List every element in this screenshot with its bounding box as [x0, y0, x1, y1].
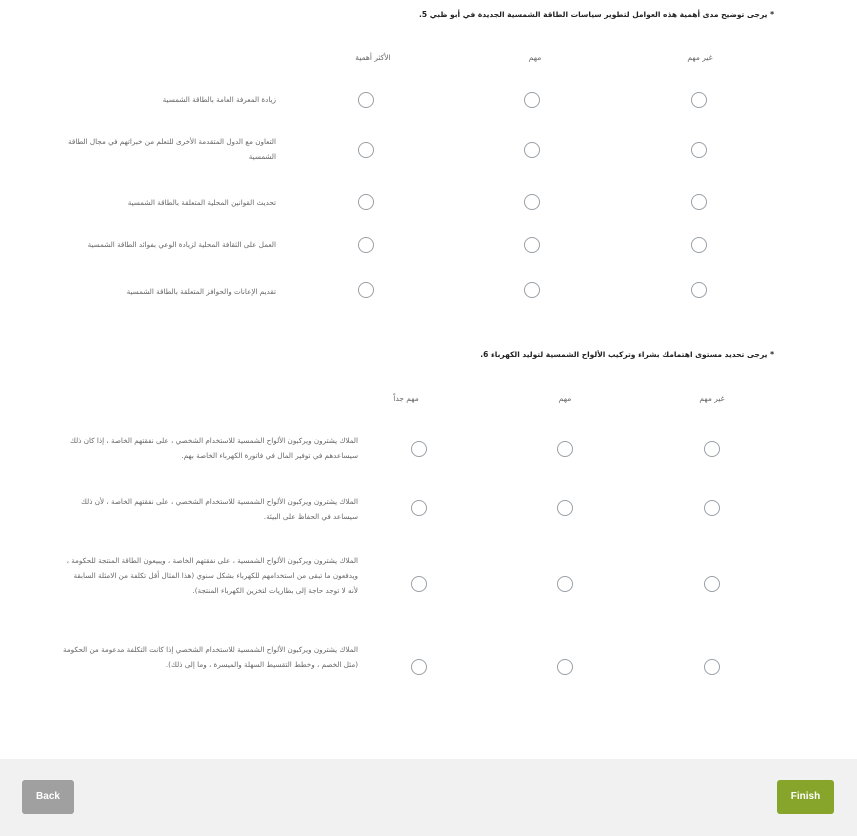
q6-row3-radio-not-important[interactable] [704, 576, 720, 592]
q5-row-label: العمل على الثقافة المحلية لزيادة الوعي بفوائد الطاقة الشمسية [87, 240, 276, 249]
q6-row3-radio-very-important[interactable] [411, 576, 427, 592]
footer-bar [0, 759, 857, 836]
q6-row2-radio-not-important[interactable] [704, 500, 720, 516]
q6-row-label: الملاك يشترون ويركبون الألواح الشمسية للاستخدام الشخصي ، على نفقتهم الخاصة ، إذا كان ذلك سيساعدهم في توفير المال في فاتورة الكهرباء الخاصة بهم. [69, 436, 358, 460]
question-5-text: يرجى توضيح مدى أهمية هذه العوامل لتطوير سياسات الطاقة الشمسية الجديدة في أبو ظبي [429, 10, 768, 19]
q5-row-label: التعاون مع الدول المتقدمة الأخرى للتعلم من خبراتهم في مجال الطاقة الشمسية [68, 137, 276, 161]
q6-row1-radio-not-important[interactable] [704, 441, 720, 457]
q5-row4-radio-not-important[interactable] [691, 237, 707, 253]
q6-row3-radio-important[interactable] [557, 576, 573, 592]
q5-row2-radio-most-important[interactable] [358, 142, 374, 158]
q5-col-not-important: غير مهم [687, 53, 713, 62]
q5-row5-radio-important[interactable] [524, 282, 540, 298]
q6-row4-radio-not-important[interactable] [704, 659, 720, 675]
q6-row2-radio-very-important[interactable] [411, 500, 427, 516]
q5-row4-radio-most-important[interactable] [358, 237, 374, 253]
q5-row4-radio-important[interactable] [524, 237, 540, 253]
q6-row-label: الملاك يشترون ويركبون الألواح الشمسية للاستخدام الشخصي ، على نفقتهم الخاصة ، لأن ذلك سيساعد في الحفاظ على البيئة. [80, 497, 358, 521]
required-star: * [770, 350, 774, 359]
q6-row-label: الملاك يشترون ويركبون الألواح الشمسية ، على نفقتهم الخاصة ، ويبيعون الطاقة المنتجة للحكومة ، ويدفعون ما تبقى من استخدامهم للكهرباء بشكل سنوي (هذا المثال أقل تكلفة من الامثلة السابقة لأنه لا توجد حاجة إلى بطاريات لتخزين الكهرباء المنتجة). [66, 556, 358, 595]
back-button[interactable]: Back [22, 780, 74, 814]
q5-row2-radio-important[interactable] [524, 142, 540, 158]
q5-row1-radio-not-important[interactable] [691, 92, 707, 108]
q6-col-not-important: غير مهم [699, 394, 725, 403]
q5-row1-radio-important[interactable] [524, 92, 540, 108]
q6-col-important: مهم [558, 394, 572, 403]
q6-col-very-important: مهم جداً [393, 394, 419, 403]
q6-row-label: الملاك يشترون ويركبون الألواح الشمسية للاستخدام الشخصي إذا كانت التكلفة مدعومة من الحكومة (مثل الخصم ، وخطط التقسيط السهلة والميسرة ، وما إلى ذلك). [62, 645, 358, 669]
q5-row3-radio-most-important[interactable] [358, 194, 374, 210]
q5-col-important: مهم [528, 53, 542, 62]
question-6-text: يرجى تحديد مستوى اهتمامك بشراء وتركيب الألواح الشمسية لتوليد الكهرباء [490, 350, 768, 359]
q6-row1-radio-important[interactable] [557, 441, 573, 457]
question-5-title [62, 6, 774, 24]
q5-row5-radio-not-important[interactable] [691, 282, 707, 298]
q5-row1-radio-most-important[interactable] [358, 92, 374, 108]
q5-row-label: زيادة المعرفة العامة بالطاقة الشمسية [162, 95, 276, 104]
q6-row2-radio-important[interactable] [557, 500, 573, 516]
q5-row3-radio-not-important[interactable] [691, 194, 707, 210]
q5-row5-radio-most-important[interactable] [358, 282, 374, 298]
question-5-number: 5. [419, 10, 428, 19]
q5-row-label: تحديث القوانين المحلية المتعلقة بالطاقة الشمسية [127, 198, 276, 207]
q5-col-most-important: الأكثر أهمية [355, 53, 391, 62]
q5-row-label: تقديم الإعانات والحوافز المتعلقة بالطاقة الشمسية [126, 287, 276, 296]
q6-row4-radio-important[interactable] [557, 659, 573, 675]
q6-row4-radio-very-important[interactable] [411, 659, 427, 675]
question-6-number: 6. [480, 350, 489, 359]
finish-button[interactable]: Finish [777, 780, 834, 814]
q5-row3-radio-important[interactable] [524, 194, 540, 210]
q5-row2-radio-not-important[interactable] [691, 142, 707, 158]
question-6-title [62, 346, 774, 364]
q6-row1-radio-very-important[interactable] [411, 441, 427, 457]
required-star: * [770, 10, 774, 19]
